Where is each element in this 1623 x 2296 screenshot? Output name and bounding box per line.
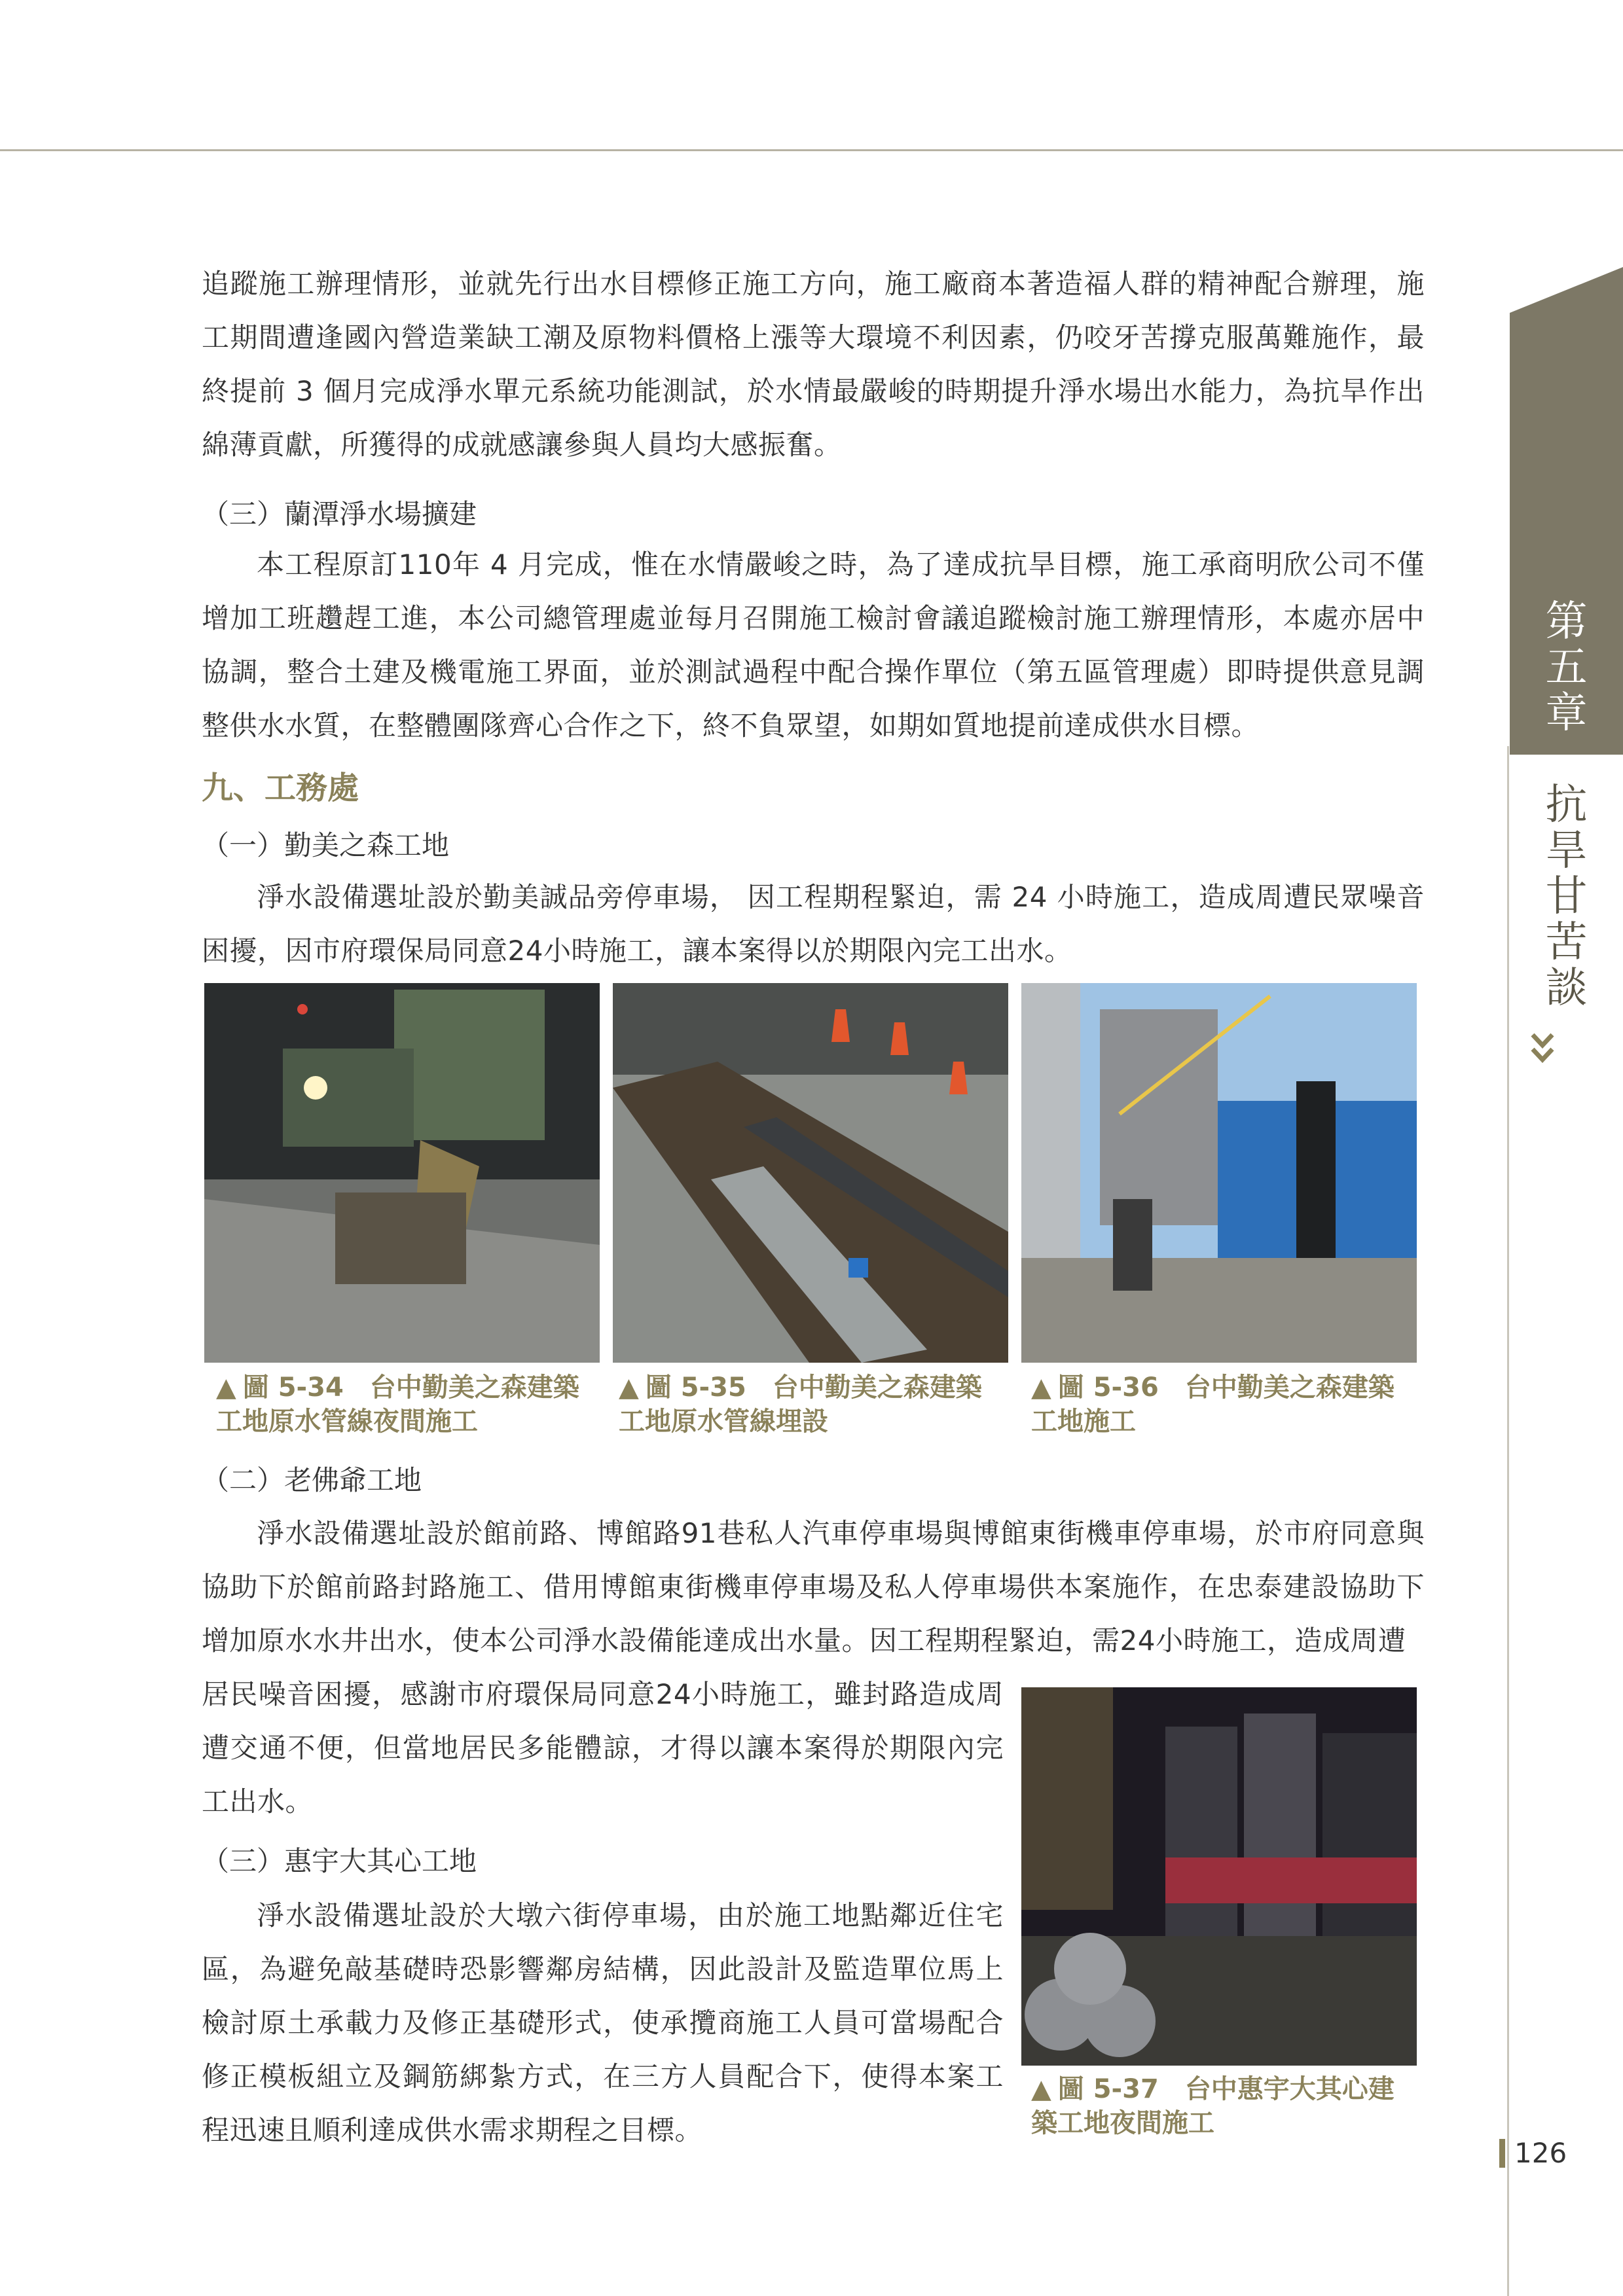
paragraph-intro: 追蹤施工辦理情形，並就先行出水目標修正施工方向，施工廠商本著造福人群的精神配合辦理，施工期間遭逢國內營造業缺工潮及原物料價格上漲等大環境不利因素，仍咬牙苦撐克服萬難施作，最終提前 3 個月完成淨水單元系統功能測試，於水情最嚴峻的時期提升淨水場出水能力，為抗旱作出綿薄貢獻，所獲得的成就感讓參與人員均大感振奮。: [202, 268, 1425, 461]
margin-rule: [1507, 746, 1509, 2296]
title-char: 旱: [1545, 827, 1588, 875]
double-chevron-down-icon: [1529, 1031, 1556, 1067]
caption-marker: ▲: [1031, 2074, 1051, 2104]
figure-caption-text: 圖 5-37 台中惠宇大其心建築工地夜間施工: [1031, 2074, 1395, 2138]
caption-marker: ▲: [216, 1372, 236, 1403]
photo-night-tanks: [1021, 1687, 1417, 2066]
figure-caption: [1031, 1371, 1417, 1439]
heading-qinmei: （一）勤美之森工地: [202, 829, 450, 861]
chapter-label: [1510, 599, 1623, 736]
paragraph-lantan: 本工程原訂110年 4 月完成，惟在水情嚴峻之時，為了達成抗旱目標，施工承商明欣公司不僅增加工班趲趕工進，本公司總管理處並每月召開施工檢討會議追蹤檢討施工辦理情形，本處亦居中協調，整合土建及機電施工界面，並於測試過程中配合操作單位（第五區管理處）即時提供意見調整供水水質，在整體團隊齊心合作之下，終不負眾望，如期如質地提前達成供水目標。: [202, 548, 1425, 742]
title-char: 甘: [1545, 872, 1588, 921]
photo-pipe-burying: [613, 983, 1008, 1363]
heading-laofoye: （二）老佛爺工地: [202, 1464, 422, 1496]
figure-caption-text: 圖 5-36 台中勤美之森建築工地施工: [1031, 1372, 1395, 1437]
chapter-char: 章: [1545, 689, 1588, 738]
title-char: 苦: [1545, 918, 1588, 967]
page-number-marker: [1499, 2139, 1505, 2168]
figure-caption: [216, 1371, 602, 1439]
figure-caption-text: 圖 5-34 台中勤美之森建築工地原水管線夜間施工: [216, 1372, 579, 1437]
photo-night-excavation: [204, 983, 600, 1363]
header-rule: [0, 149, 1623, 151]
page-number-text: 126: [1514, 2137, 1567, 2169]
photo-filter-tanks: [1021, 983, 1417, 1363]
title-char: 抗: [1545, 781, 1588, 829]
title-char: 談: [1545, 964, 1588, 1013]
heading-huiyu: （三）惠宇大其心工地: [202, 1845, 477, 1877]
paragraph-huiyu: 淨水設備選址設於大墩六街停車場，由於施工地點鄰近住宅區，為避免敲基礎時恐影響鄰房結構，因此設計及監造單位馬上檢討原土承載力及修正基礎形式，使承攬商施工人員可當場配合修正模板組立及鋼筋綁紮方式，在三方人員配合下，使得本案工程迅速且順利達成供水需求期程之目標。: [202, 1899, 1004, 2146]
paragraph-laofoye: 淨水設備選址設於館前路、博館路91巷私人汽車停車場與博館東街機車停車場，於市府同意與協助下於館前路封路施工、借用博館東街機車停車場及私人停車場供本案施作，在忠泰建設協助下增加原水水井出水，使本公司淨水設備能達成出水量。因工程期程緊迫，需24小時施工，造成周遭: [202, 1517, 1425, 1657]
chapter-char: 五: [1545, 643, 1588, 692]
caption-marker: ▲: [619, 1372, 639, 1403]
heading-lantan: （三）蘭潭淨水場擴建: [202, 498, 477, 530]
figure-caption: [1031, 2072, 1417, 2140]
page-number: [1499, 2137, 1567, 2169]
section-heading: 九、工務處: [202, 770, 359, 806]
chapter-title: [1510, 782, 1623, 1011]
figure-caption: [619, 1371, 1005, 1439]
paragraph-laofoye-continued: 居民噪音困擾，感謝市府環保局同意24小時施工，雖封路造成周遭交通不便，但當地居民多能體諒，才得以讓本案得於期限內完工出水。: [202, 1678, 1004, 1818]
paragraph-qinmei: 淨水設備選址設於勤美誠品旁停車場， 因工程期程緊迫，需 24 小時施工，造成周遭民眾噪音困擾，因市府環保局同意24小時施工，讓本案得以於期限內完工出水。: [202, 881, 1425, 967]
figure-caption-text: 圖 5-35 台中勤美之森建築工地原水管線埋設: [619, 1372, 982, 1437]
caption-marker: ▲: [1031, 1372, 1051, 1403]
chapter-char: 第: [1545, 598, 1588, 646]
